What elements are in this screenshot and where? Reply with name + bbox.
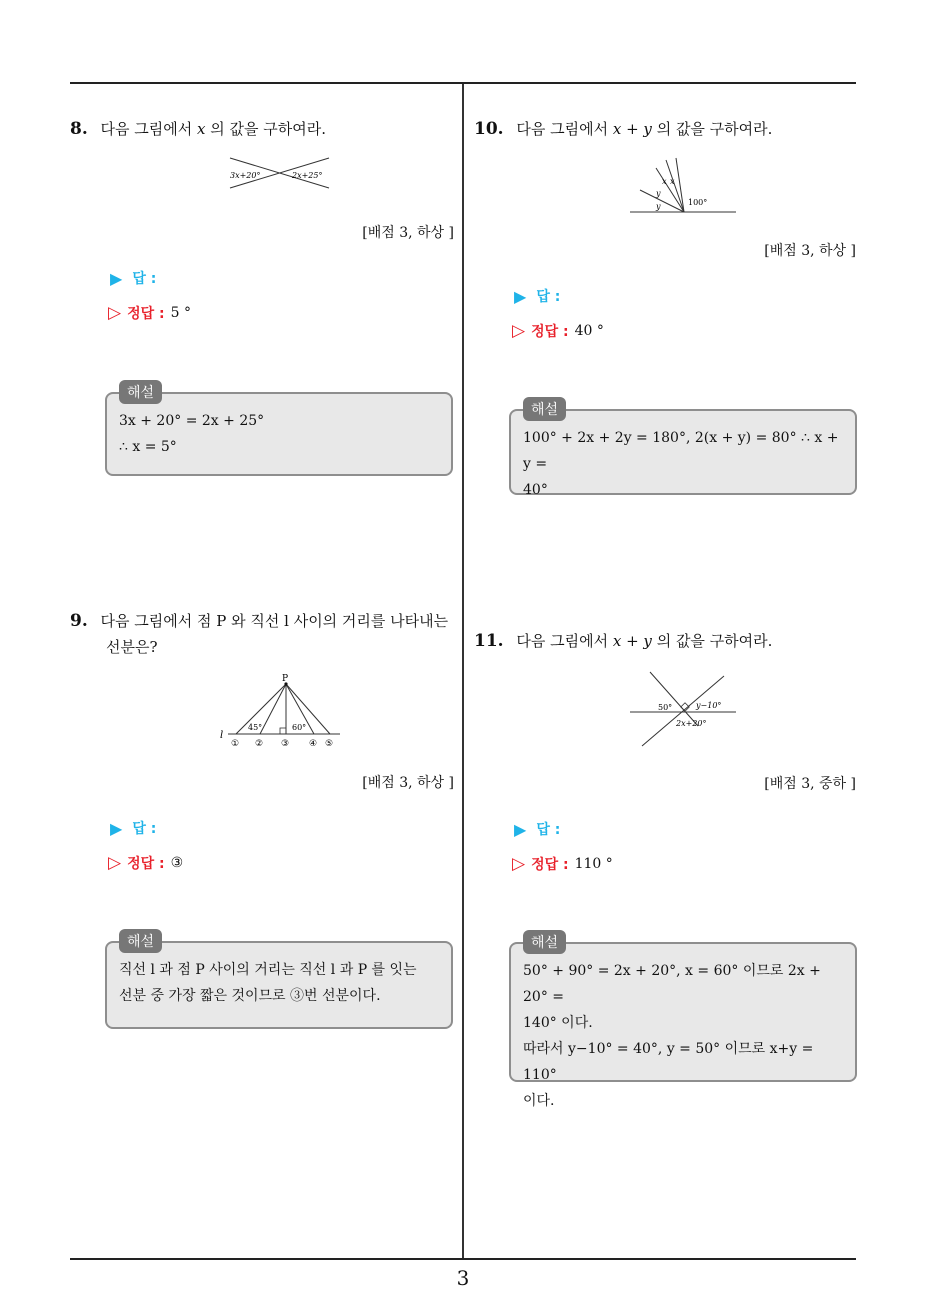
- explanation-line: 40°: [523, 482, 548, 498]
- explanation-line: 3x + 20° = 2x + 25°: [119, 413, 265, 429]
- answer-play-icon: ▶: [110, 818, 123, 838]
- problem-9-correct: [108, 853, 183, 873]
- correct-triangle-icon: ▷: [108, 303, 122, 323]
- correct-label: 정답 :: [127, 856, 165, 872]
- problem-8-explanation: [105, 392, 453, 476]
- correct-triangle-icon: ▷: [512, 321, 526, 341]
- problem-9: [70, 608, 460, 660]
- answer-label: 답 :: [132, 821, 157, 837]
- problem-10-score: [배점 3, 하상 ]: [764, 243, 856, 259]
- explanation-line: 140° 이다.: [523, 1015, 593, 1031]
- question-text: 선분은?: [106, 638, 158, 656]
- problem-8-question: [70, 116, 454, 142]
- problem-10: [474, 116, 858, 142]
- problem-9-number: 9.: [70, 611, 88, 631]
- problem-8-number: 8.: [70, 119, 88, 139]
- angle-label-left: 3x+20°: [230, 171, 261, 180]
- answer-play-icon: ▶: [110, 268, 123, 288]
- problem-11-explanation-tag: 해설: [523, 930, 566, 954]
- question-text: 다음 그림에서: [100, 120, 193, 138]
- question-text: 다음 그림에서: [516, 632, 609, 650]
- problem-9-explanation: [105, 941, 453, 1029]
- problem-8-correct: [108, 303, 191, 323]
- answer-label: 답 :: [536, 289, 561, 305]
- correct-label: 정답 :: [531, 324, 569, 340]
- explanation-line: ∴ x = 5°: [119, 439, 177, 455]
- angle-label-y: y−10°: [696, 701, 722, 710]
- correct-label: 정답 :: [127, 306, 165, 322]
- problem-8-answer: [110, 268, 156, 288]
- choice-label-3: ③: [281, 739, 290, 749]
- choice-label-4: ④: [309, 739, 318, 749]
- line-l-label: l: [220, 730, 224, 741]
- problem-11-explanation: [509, 942, 857, 1109]
- problem-11-score: [배점 3, 중하 ]: [764, 776, 856, 792]
- angle-label-50: 50°: [658, 703, 673, 712]
- problem-10-figure: [630, 156, 738, 216]
- problem-8-explanation-tag: 해설: [119, 380, 162, 404]
- page-number: 3: [456, 1266, 470, 1290]
- correct-value: 110 °: [574, 856, 613, 872]
- question-text: 다음 그림에서 점 P 와 직선 l 사이의 거리를 나타내는: [100, 612, 449, 630]
- problem-10-correct: [512, 321, 604, 341]
- problem-11-correct: [512, 854, 613, 874]
- answer-label: 답 :: [132, 271, 157, 287]
- answer-label: 답 :: [536, 822, 561, 838]
- problem-8: [70, 116, 454, 142]
- answer-play-icon: ▶: [514, 819, 527, 839]
- choice-label-2: ②: [255, 739, 264, 749]
- bottom-rule: [70, 1258, 856, 1260]
- question-text: 다음 그림에서: [516, 120, 609, 138]
- question-text: 의 값을 구하여라.: [210, 120, 327, 138]
- explanation-line: 직선 l 과 점 P 사이의 거리는 직선 l 과 P 를 잇는: [119, 962, 417, 978]
- problem-11-question: [474, 628, 858, 654]
- problem-8-score: [배점 3, 하상 ]: [362, 225, 454, 241]
- explanation-line: 이다.: [523, 1093, 555, 1109]
- angle-label-100: 100°: [688, 198, 708, 207]
- problem-9-question: [70, 608, 460, 634]
- correct-label: 정답 :: [531, 857, 569, 873]
- problem-9-answer: [110, 818, 156, 838]
- explanation-line: 따라서 y−10° = 40°, y = 50° 이므로 x+y = 110°: [523, 1041, 814, 1083]
- correct-triangle-icon: ▷: [108, 853, 122, 873]
- correct-value: 5 °: [170, 305, 191, 321]
- explanation-line: 선분 중 가장 짧은 것이므로 ③번 선분이다.: [119, 988, 381, 1004]
- problem-11-answer: [514, 819, 560, 839]
- problem-10-number: 10.: [474, 119, 504, 139]
- angle-label-right: 2x+25°: [292, 171, 323, 180]
- choice-label-1: ①: [231, 739, 240, 749]
- point-p-label: P: [282, 674, 289, 684]
- problem-10-explanation: [509, 409, 857, 498]
- problem-8-figure: [222, 152, 337, 194]
- correct-triangle-icon: ▷: [512, 854, 526, 874]
- question-text: 의 값을 구하여라.: [656, 120, 773, 138]
- problem-11: [474, 628, 858, 654]
- choice-label-5: ⑤: [325, 739, 334, 749]
- correct-value: 40 °: [574, 323, 604, 339]
- problem-10-answer: [514, 286, 560, 306]
- problem-9-question-cont: [70, 634, 460, 660]
- question-variable: x + y: [612, 632, 652, 650]
- angle-label-y: y: [656, 202, 661, 211]
- explanation-line: 100° + 2x + 2y = 180°, 2(x + y) = 80° ∴ x + y =: [523, 430, 839, 472]
- angle-label-x: x: [670, 177, 675, 186]
- problem-11-figure: [628, 668, 740, 750]
- explanation-line: 50° + 90° = 2x + 20°, x = 60° 이므로 2x + 20° =: [523, 963, 821, 1005]
- correct-value: ③: [170, 855, 184, 871]
- angle-label-45: 45°: [248, 723, 263, 732]
- question-variable: x: [197, 120, 206, 138]
- problem-9-figure: [216, 672, 346, 752]
- angle-label-2x: 2x+20°: [676, 719, 707, 728]
- angle-label-x: x: [662, 177, 667, 186]
- problem-9-explanation-tag: 해설: [119, 929, 162, 953]
- column-divider: [462, 84, 464, 1258]
- problem-11-number: 11.: [474, 631, 504, 651]
- problem-10-explanation-tag: 해설: [523, 397, 566, 421]
- answer-play-icon: ▶: [514, 286, 527, 306]
- problem-10-question: [474, 116, 858, 142]
- angle-label-60: 60°: [292, 723, 307, 732]
- question-variable: x + y: [612, 120, 652, 138]
- problem-9-score: [배점 3, 하상 ]: [362, 775, 454, 791]
- angle-label-y: y: [656, 189, 661, 198]
- question-text: 의 값을 구하여라.: [656, 632, 773, 650]
